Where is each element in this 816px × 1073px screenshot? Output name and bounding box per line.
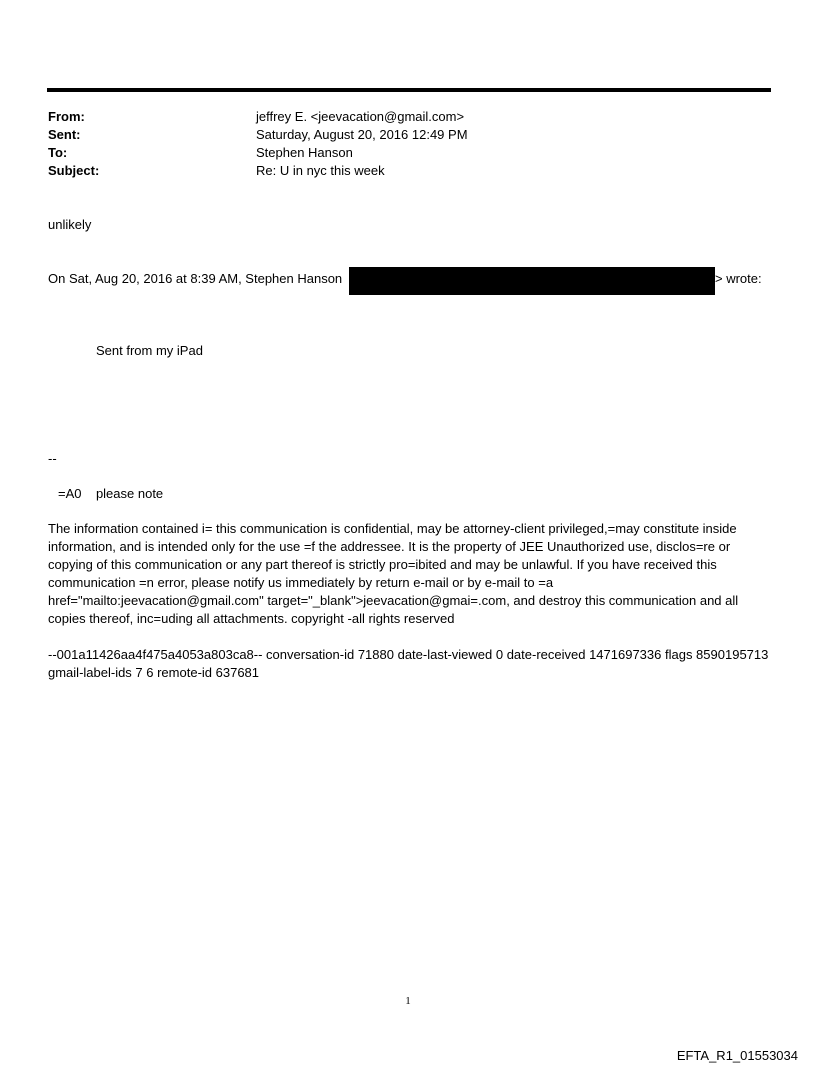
subject-value: Re: U in nyc this week <box>256 163 385 178</box>
signature-separator: -- <box>48 451 57 466</box>
from-value: jeffrey E. <jeevacation@gmail.com> <box>256 109 465 124</box>
from-label: From: <box>48 109 85 124</box>
quote-header-suffix: > wrote: <box>715 271 762 286</box>
sent-from-text: Sent from my iPad <box>96 343 203 358</box>
subject-label: Subject: <box>48 163 100 178</box>
to-value: Stephen Hanson <box>256 145 353 160</box>
bates-number: EFTA_R1_01553034 <box>676 1048 798 1063</box>
redaction-block <box>349 267 715 295</box>
quote-header-prefix: On Sat, Aug 20, 2016 at 8:39 AM, Stephen Hanson <box>48 271 343 286</box>
header-rule <box>47 88 771 92</box>
page-number: 1 <box>405 995 411 1007</box>
reply-text: unlikely <box>48 217 92 232</box>
conversation-metadata: --001a11426aa4f475a4053a803ca8-- conversation-id 71880 date-last-viewed 0 date-received 1471697336 flags 8590195713 gmail-label-ids 7 6 remote-id 637681 <box>48 647 769 680</box>
signature-note: =A0 please note <box>58 486 164 501</box>
disclaimer-paragraph: The information contained i= this communication is confidential, may be attorney-client privileged,=may constitute inside information, and is intended only for the use =f the addressee. It is the property of JEE Unauthorized use, disclos=re or copying of this communication or any part thereof is strictly pro=ibited and may be unlawful. If you have received this communication =n error, please notify us immediately by return e-mail or by e-mail to =a href="mailto:jeevacation@gmail.com" target="_blank">jeevacation@gmai=.com, and destroy this communication and all copies thereof, inc=uding all attachments. copyright -all rights reserved <box>48 521 739 626</box>
sent-label: Sent: <box>48 127 81 142</box>
to-label: To: <box>48 145 68 160</box>
sent-value: Saturday, August 20, 2016 12:49 PM <box>256 127 468 142</box>
